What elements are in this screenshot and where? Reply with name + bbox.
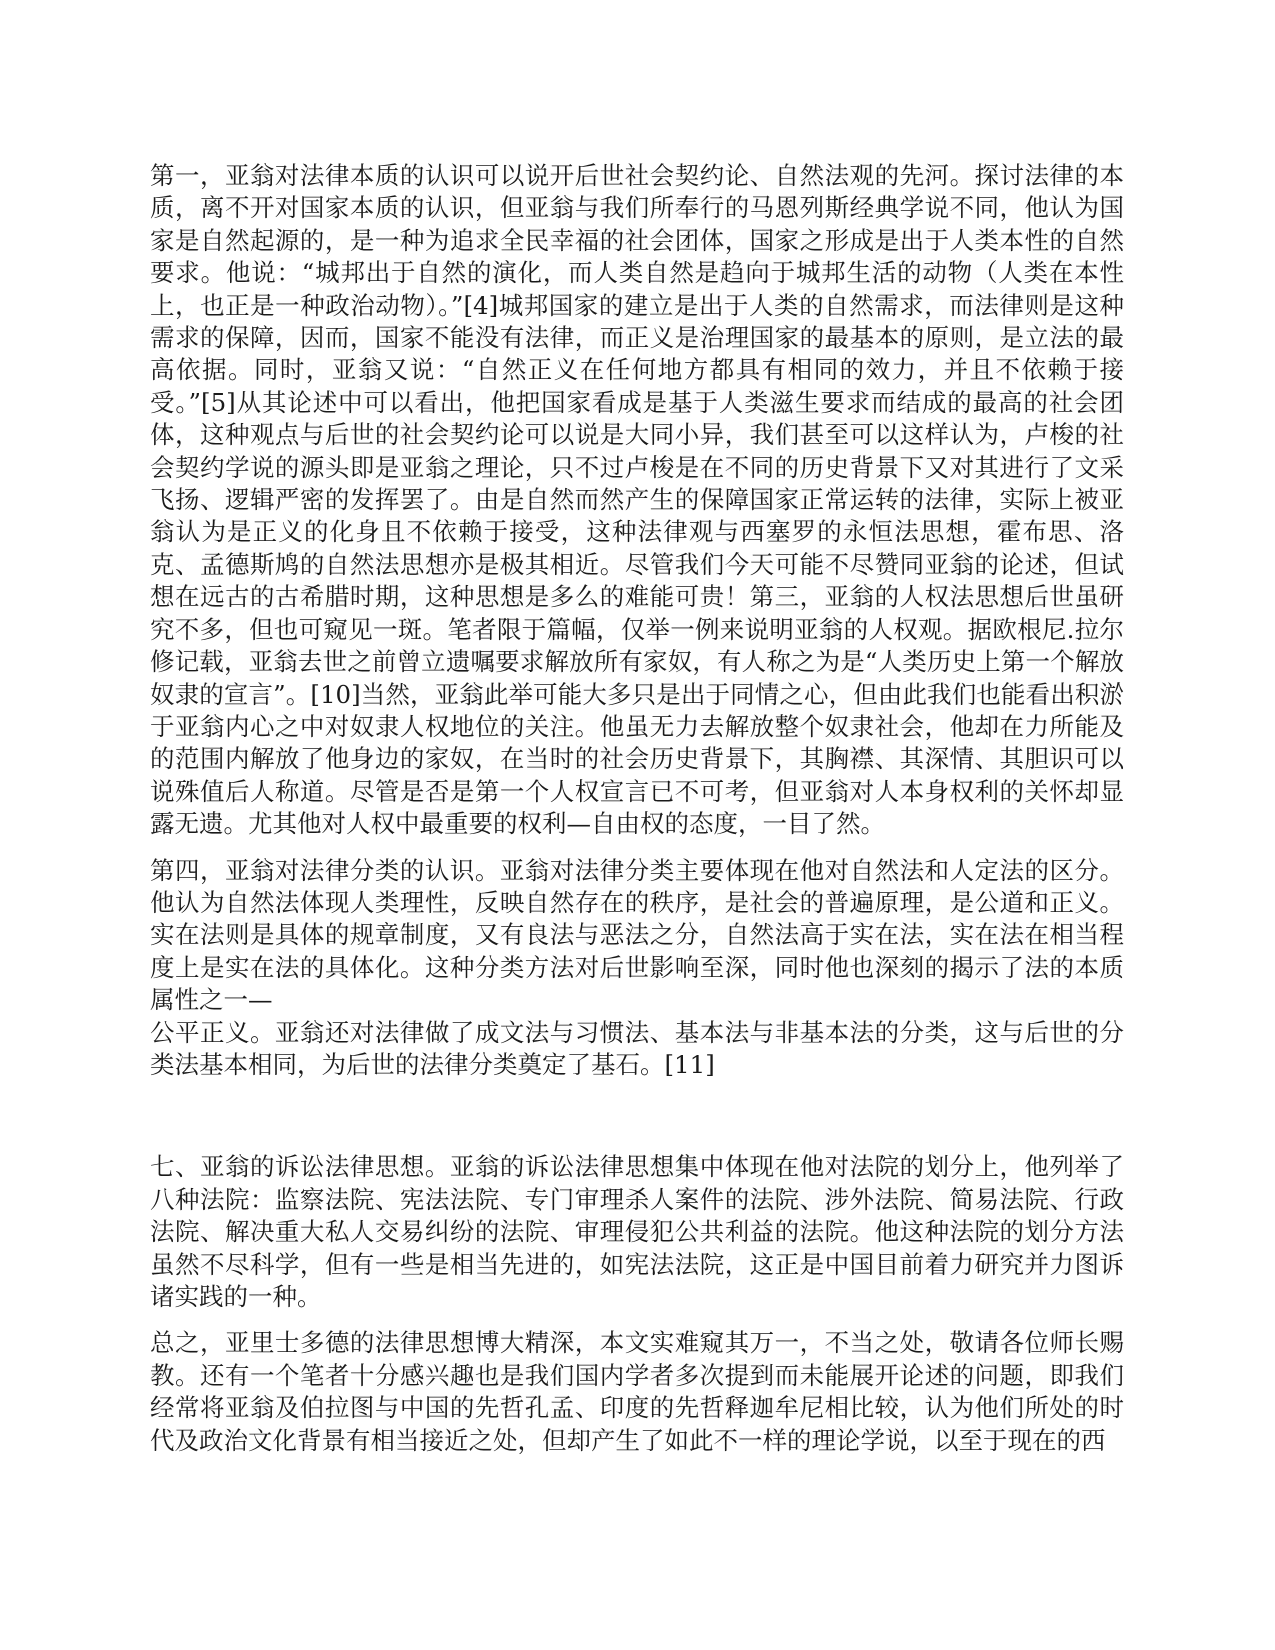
paragraph-fourth: 第四，亚翁对法律分类的认识。亚翁对法律分类主要体现在他对自然法和人定法的区分。他认为自然法体现人类理性，反映自然存在的秩序，是社会的普遍原理，是公道和正义。实在法则是具体的规章制度，又有良法与恶法之分，自然法高于实在法，实在法在相当程度上是实在法的具体化。这种分类方法对后世影响至深，同时他也深刻的揭示了法的本质属性之一— bbox=[150, 855, 1124, 1015]
document-body bbox=[150, 160, 1124, 1457]
paragraph-conclusion: 总之，亚里士多德的法律思想博大精深，本文实难窥其万一，不当之处，敬请各位师长赐教。还有一个笔者十分感兴趣也是我们国内学者多次提到而未能展开论述的问题，即我们经常将亚翁及伯拉图与中国的先哲孔孟、印度的先哲释迦牟尼相比较，认为他们所处的时代及政治文化背景有相当接近之处，但却产生了如此不一样的理论学说，以至于现在的西 bbox=[150, 1328, 1124, 1455]
paragraph-fourth-continued: 公平正义。亚翁还对法律做了成文法与习惯法、基本法与非基本法的分类，这与后世的分类法基本相同，为后世的法律分类奠定了基石。[11] bbox=[150, 1017, 1124, 1079]
paragraph-first-third: 第一，亚翁对法律本质的认识可以说开后世社会契约论、自然法观的先河。探讨法律的本质，离不开对国家本质的认识，但亚翁与我们所奉行的马恩列斯经典学说不同，他认为国家是自然起源的，是一种为追求全民幸福的社会团体，国家之形成是出于人类本性的自然要求。他说：“城邦出于自然的演化，而人类自然是趋向于城邦生活的动物（人类在本性上，也正是一种政治动物）。”[4]城邦国家的建立是出于人类的自然需求，而法律则是这种需求的保障，因而，国家不能没有法律，而正义是治理国家的最基本的原则，是立法的最高依据。同时，亚翁又说：“自然正义在任何地方都具有相同的效力，并且不依赖于接受。”[5]从其论述中可以看出，他把国家看成是基于人类滋生要求而结成的最高的社会团体，这种观点与后世的社会契约论可以说是大同小异，我们甚至可以这样认为，卢梭的社会契约学说的源头即是亚翁之理论，只不过卢梭是在不同的历史背景下又对其进行了文采飞扬、逻辑严密的发挥罢了。由是自然而然产生的保障国家正常运转的法律，实际上被亚翁认为是正义的化身且不依赖于接受，这种法律观与西塞罗的永恒法思想，霍布思、洛克、孟德斯鸠的自然法思想亦是极其相近。尽管我们今天可能不尽赞同亚翁的论述，但试想在远古的古希腊时期，这种思想是多么的难能可贵！第三，亚翁的人权法思想后世虽研究不多，但也可窥见一斑。笔者限于篇幅，仅举一例来说明亚翁的人权观。据欧根尼.拉尔修记载，亚翁去世之前曾立遗嘱要求解放所有家奴，有人称之为是“人类历史上第一个解放奴隶的宣言”。[10]当然，亚翁此举可能大多只是出于同情之心，但由此我们也能看出积淤于亚翁内心之中对奴隶人权地位的关注。他虽无力去解放整个奴隶社会，他却在力所能及的范围内解放了他身边的家奴，在当时的社会历史背景下，其胸襟、其深情、其胆识可以说殊值后人称道。尽管是否是第一个人权宣言已不可考，但亚翁对人本身权利的关怀却显露无遗。尤其他对人权中最重要的权利—自由权的态度，一目了然。 bbox=[150, 161, 1124, 839]
paragraph-seventh: 七、亚翁的诉讼法律思想。亚翁的诉讼法律思想集中体现在他对法院的划分上，他列举了八种法院：监察法院、宪法法院、专门审理杀人案件的法院、涉外法院、简易法院、行政法院、解决重大私人交易纠纷的法院、审理侵犯公共利益的法院。他这种法院的划分方法虽然不尽科学，但有一些是相当先进的，如宪法法院，这正是中国目前着力研究并力图诉诸实践的一种。 bbox=[150, 1152, 1124, 1311]
section-gap bbox=[150, 1081, 1124, 1151]
